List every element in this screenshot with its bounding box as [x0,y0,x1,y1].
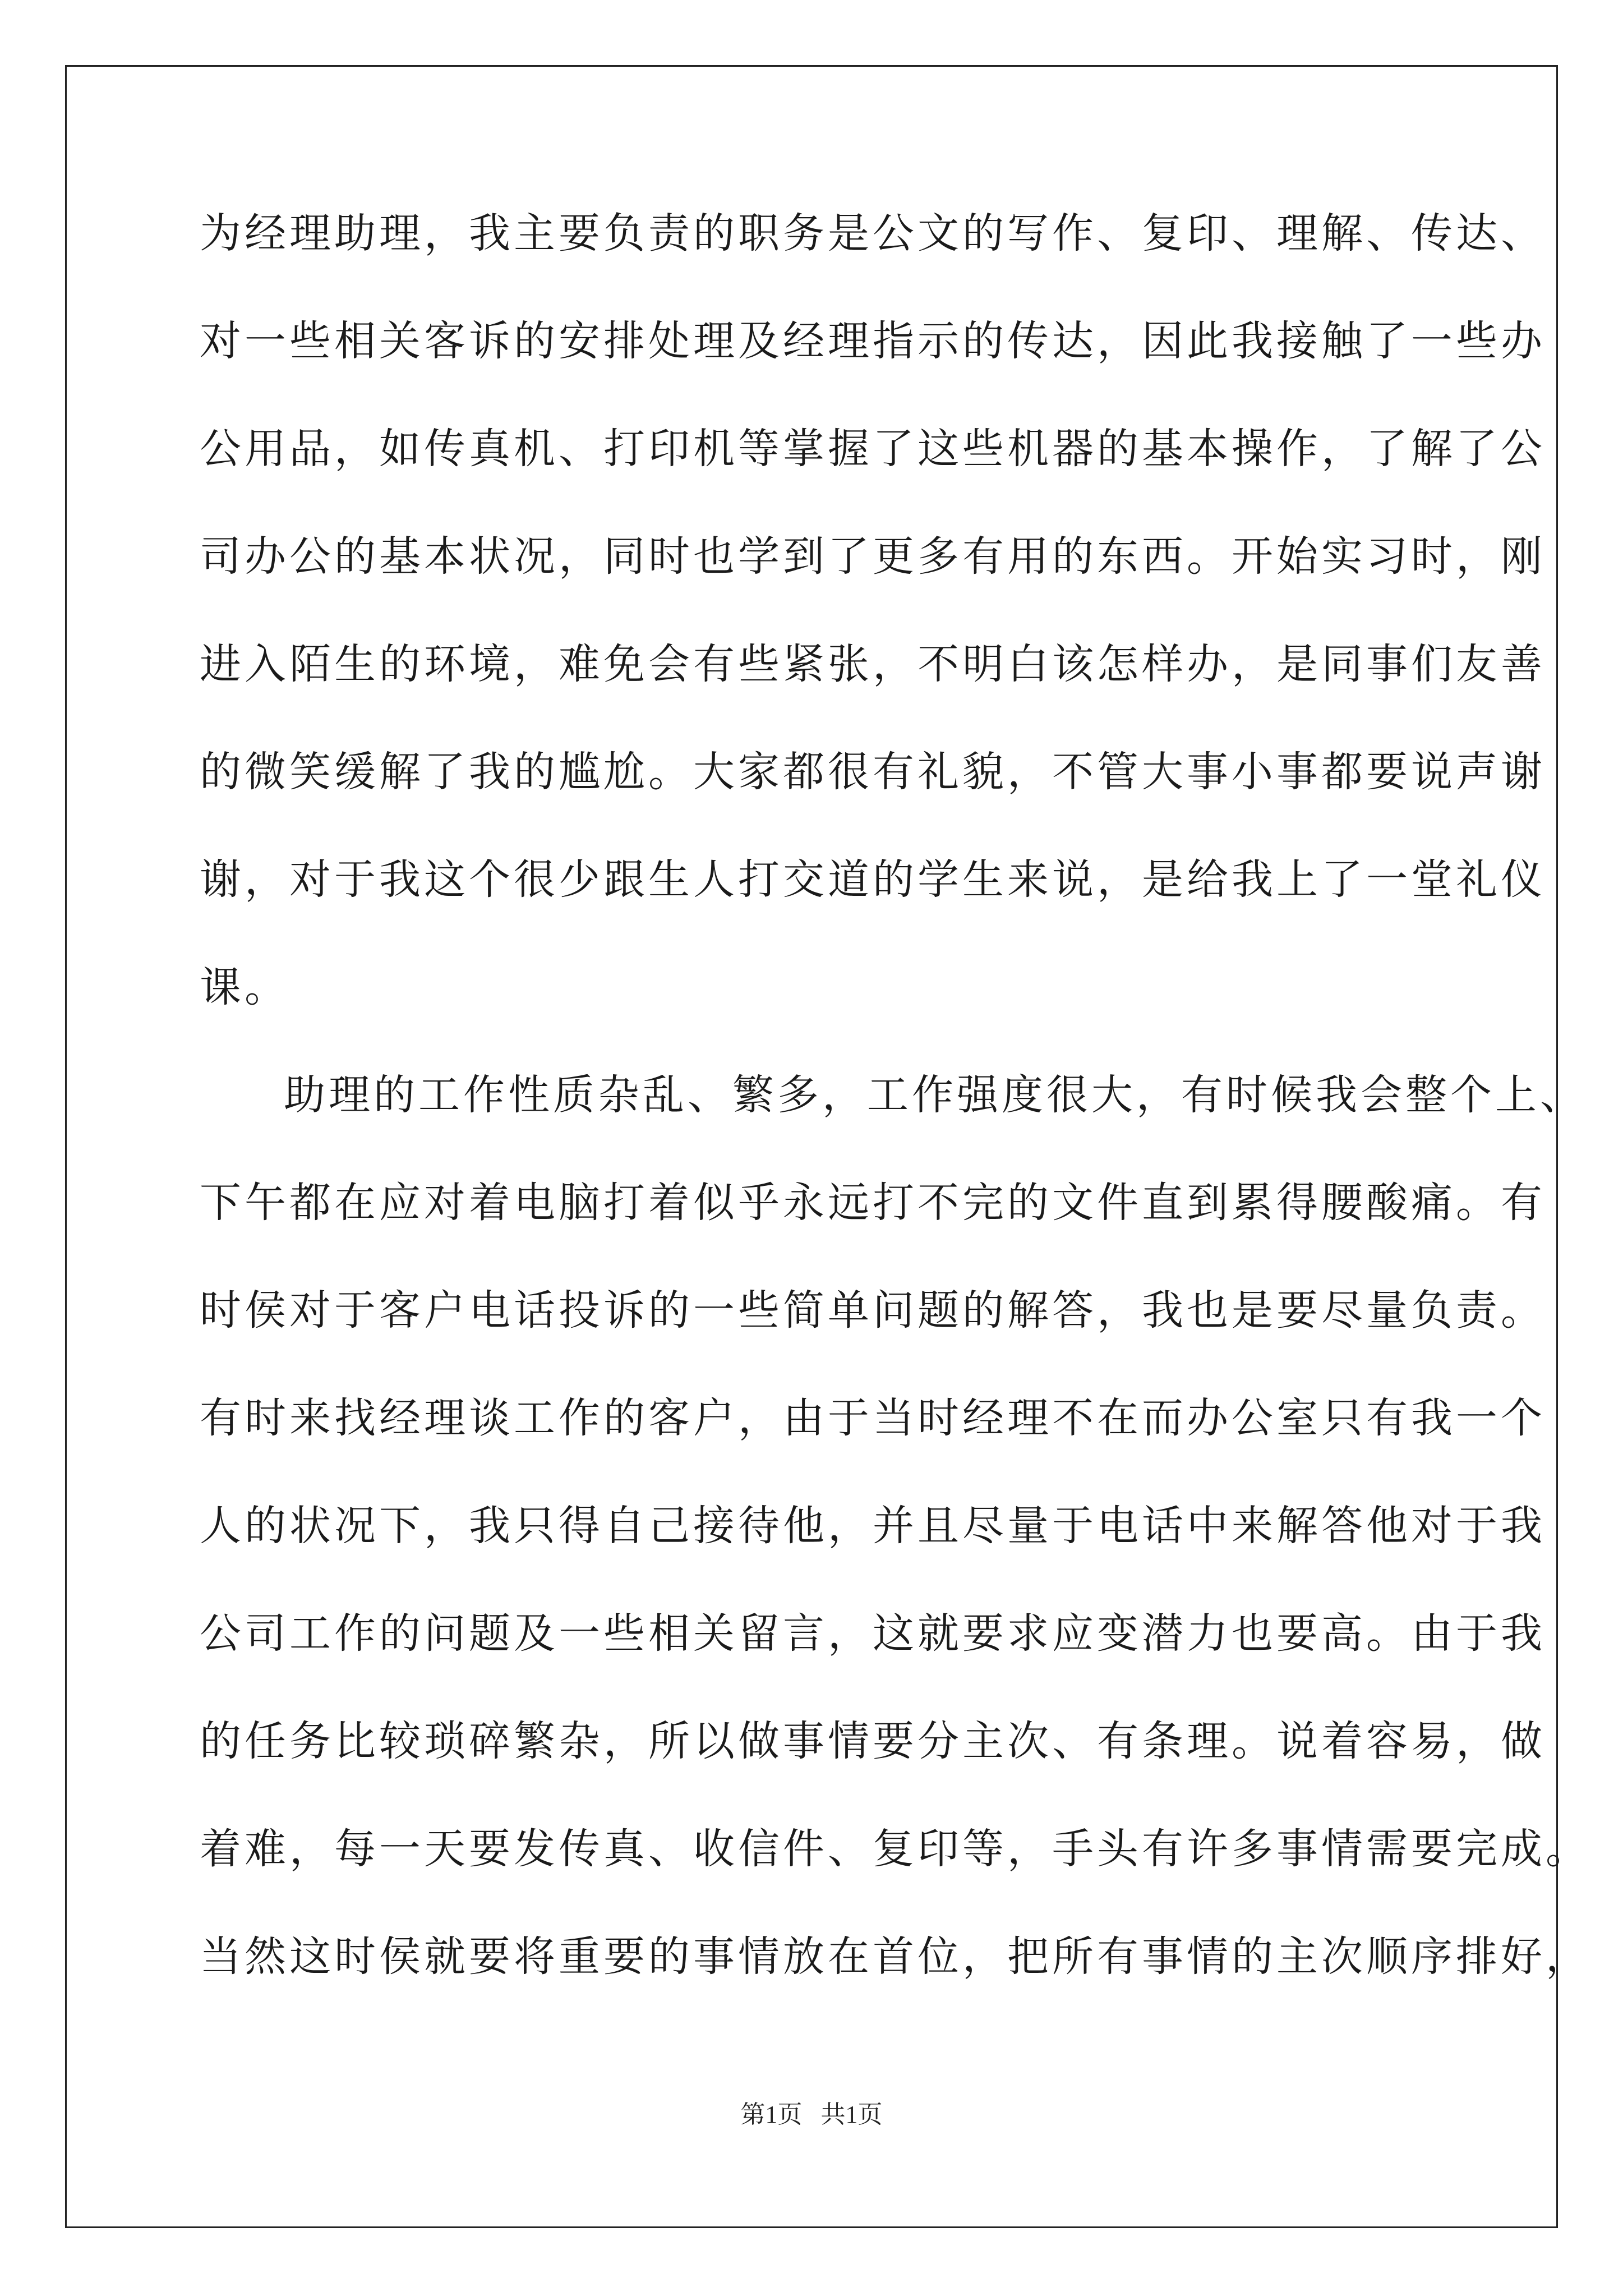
text-line: 进入陌生的环境，难免会有些紧张，不明白该怎样办，是同事们友善 [200,640,1546,688]
text-line: 对一些相关客诉的安排处理及经理指示的传达，因此我接触了一些办 [200,317,1546,365]
text-line: 司办公的基本状况，同时也学到了更多有用的东西。开始实习时，刚 [200,532,1546,581]
text-line: 的任务比较琐碎繁杂，所以做事情要分主次、有条理。说着容易，做 [200,1717,1546,1765]
text-line: 课。 [200,963,289,1011]
page-number-footer: 第1页 共1页 [740,2101,883,2128]
text-line: 着难，每一天要发传真、收信件、复印等，手头有许多事情需要完成。 [200,1825,1590,1873]
text-line: 时侯对于客户电话投诉的一些简单问题的解答，我也是要尽量负责。 [200,1286,1546,1335]
text-line: 下午都在应对着电脑打着似乎永远打不完的文件直到累得腰酸痛。有 [200,1179,1546,1227]
text-line: 当然这时侯就要将重要的事情放在首位，把所有事情的主次顺序排好， [200,1932,1590,1981]
text-line: 公用品，如传真机、打印机等掌握了这些机器的基本操作，了解了公 [200,425,1546,473]
document-body [200,197,1590,2028]
text-line: 谢，对于我这个很少跟生人打交道的学生来说，是给我上了一堂礼仪 [200,855,1546,904]
text-line: 有时来找经理谈工作的客户，由于当时经理不在而办公室只有我一个 [200,1394,1546,1442]
paragraph-start-line: 助理的工作性质杂乱、繁多，工作强度很大，有时候我会整个上、 [284,1071,1585,1119]
text-line: 的微笑缓解了我的尴尬。大家都很有礼貌，不管大事小事都要说声谢 [200,748,1546,796]
text-line: 公司工作的问题及一些相关留言，这就要求应变潜力也要高。由于我 [200,1609,1546,1658]
text-line: 为经理助理，我主要负责的职务是公文的写作、复印、理解、传达、 [200,209,1546,257]
text-line: 人的状况下，我只得自己接待他，并且尽量于电话中来解答他对于我 [200,1502,1546,1550]
